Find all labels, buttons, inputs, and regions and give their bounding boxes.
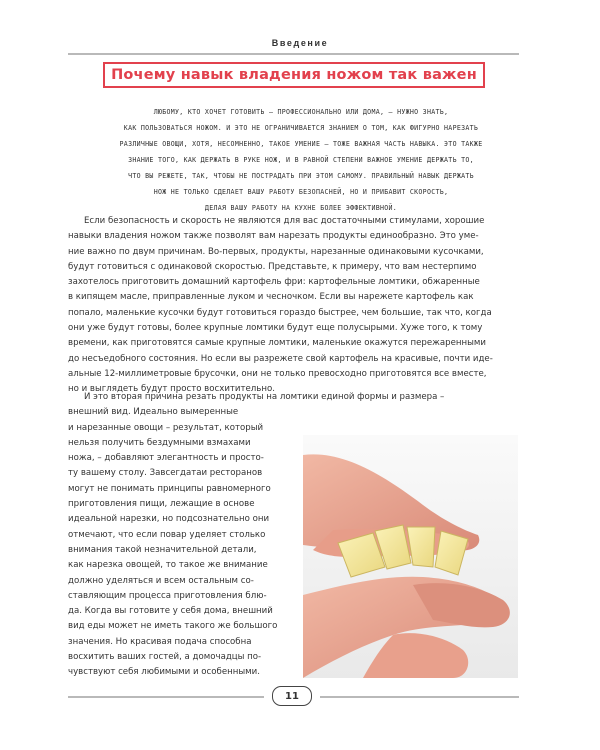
intro-line: КАК ПОЛЬЗОВАТЬСЯ НОЖОМ. И ЭТО НЕ ОГРАНИЧИВАЕТСЯ ЗНАНИЕМ О ТОМ, КАК ФИГУРНО НАРЕЗАТЬ: [123, 124, 479, 132]
body-line: нельзя получить бездумными взмахами: [68, 437, 251, 448]
body-line: захотелось приготовить домашний картофель фри: картофельные ломтики, обжаренные: [68, 277, 480, 288]
potato-slices-illustration: [303, 435, 518, 678]
photo-hands-holding-potato-slices: [303, 435, 518, 678]
body-line: вид еды может не иметь такого же большого: [68, 621, 278, 632]
body-line: альные 12-миллиметровые брусочки, они не только превосходно приготовятся все вместе,: [68, 368, 487, 379]
wrapped-text-column: [68, 405, 298, 680]
body-line: да. Когда вы готовите у себя дома, внешний: [68, 606, 273, 617]
body-line: ние важно по двум причинам. Во-первых, продукты, нарезанные одинаковыми кусочками,: [68, 246, 484, 257]
body-line: восхитить ваших гостей, а домочадцы по-: [68, 652, 262, 663]
page-title: Почему навык владения ножом так важен: [103, 62, 485, 88]
intro-line: РАЗЛИЧНЫЕ ОВОЩИ, ХОТЯ, НЕСОМНЕННО, ТАКОЕ УМЕНИЕ – ТОЖЕ ВАЖНАЯ ЧАСТЬ НАВЫКА. ЭТО ТАКЖЕ: [119, 140, 483, 148]
body-line: попало, маленькие кусочки будут готовиться гораздо быстрее, чем большие, так что, когда: [68, 307, 492, 318]
body-line: и нарезанные овощи – результат, который: [68, 422, 264, 433]
body-line: должно уделяться и всем остальным со-: [68, 575, 254, 586]
intro-line: ЛЮБОМУ, КТО ХОЧЕТ ГОТОВИТЬ – ПРОФЕССИОНАЛЬНО ИЛИ ДОМА, – НУЖНО ЗНАТЬ,: [153, 108, 449, 116]
intro-line: НОЖ НЕ ТОЛЬКО СДЕЛАЕТ ВАШУ РАБОТУ БЕЗОПАСНЕЙ, НО И ПРИБАВИТ СКОРОСТЬ,: [153, 188, 449, 196]
intro-paragraph: [92, 104, 510, 216]
body-line: до несъедобного состояния. Но если вы разрежете свой картофель на красивые, почти иде-: [68, 353, 493, 364]
body-line: Если безопасность и скорость не являются для вас достаточными стимулами, хорошие: [84, 216, 485, 226]
body-line: будут готовиться с одинаковой скоростью. Представьте, к примеру, что вам нестерпимо: [68, 261, 477, 272]
body-line: но и выглядеть будут просто восхитительно.: [68, 384, 275, 395]
body-line: внешний вид. Идеально вымеренные: [68, 407, 239, 418]
body-paragraph-1: [68, 214, 520, 398]
body-line: ставляющим процесса приготовления блю-: [68, 590, 267, 601]
body-line: И это вторая причина резать продукты на ломтики единой формы и размера –: [84, 392, 445, 402]
body-line: в кипящем масле, приправленные луком и чесночком. Если вы нарежете картофель как: [68, 292, 474, 303]
footer-divider-left: [68, 696, 264, 698]
body-line: они уже будут готовы, более крупные ломтики будут еще полусырыми. Хуже того, к тому: [68, 323, 483, 334]
body-line: ножа, – добавляют элегантность и просто-: [68, 453, 264, 464]
intro-line: ЗНАНИЕ ТОГО, КАК ДЕРЖАТЬ В РУКЕ НОЖ, И В РАВНОЙ СТЕПЕНИ ВАЖНОЕ УМЕНИЕ ДЕРЖАТЬ ТО,: [128, 156, 474, 164]
intro-line: ЧТО ВЫ РЕЖЕТЕ, ТАК, ЧТОБЫ НЕ ПОСТРАДАТЬ ПРИ ЭТОМ САМОМУ. ПРАВИЛЬНЫЙ НАВЫК ДЕРЖАТЬ: [128, 172, 474, 180]
page-number: 11: [272, 686, 312, 706]
body-line: ту вашему столу. Завсегдатаи ресторанов: [68, 468, 263, 479]
body-line: приготовления пищи, лежащие в основе: [68, 499, 255, 510]
body-line: навыки владения ножом также позволят вам нарезать продукты единообразно. Это уме-: [68, 231, 479, 242]
intro-line: ДЕЛАЯ ВАШУ РАБОТУ НА КУХНЕ БОЛЕЕ ЭФФЕКТИВНОЙ.: [204, 204, 398, 212]
body-line: чувствуют себя любимыми и особенными.: [68, 667, 260, 678]
body-line: значения. Но красивая подача способна: [68, 636, 252, 647]
body-line: как нарезка овощей, то такое же внимание: [68, 560, 268, 571]
header-divider: [68, 53, 519, 55]
section-header: Введение: [271, 38, 329, 48]
body-line: внимания такой незначительной детали,: [68, 544, 257, 555]
body-line: отмечают, что если повар уделяет столько: [68, 529, 266, 540]
body-line: идеальной нарезки, но подсознательно они: [68, 514, 270, 525]
body-line: времени, как приготовятся самые крупные ломтики, маленькие окажутся пережаренными: [68, 338, 486, 349]
body-line: могут не понимать принципы равномерного: [68, 483, 271, 494]
footer-divider-right: [320, 696, 519, 698]
